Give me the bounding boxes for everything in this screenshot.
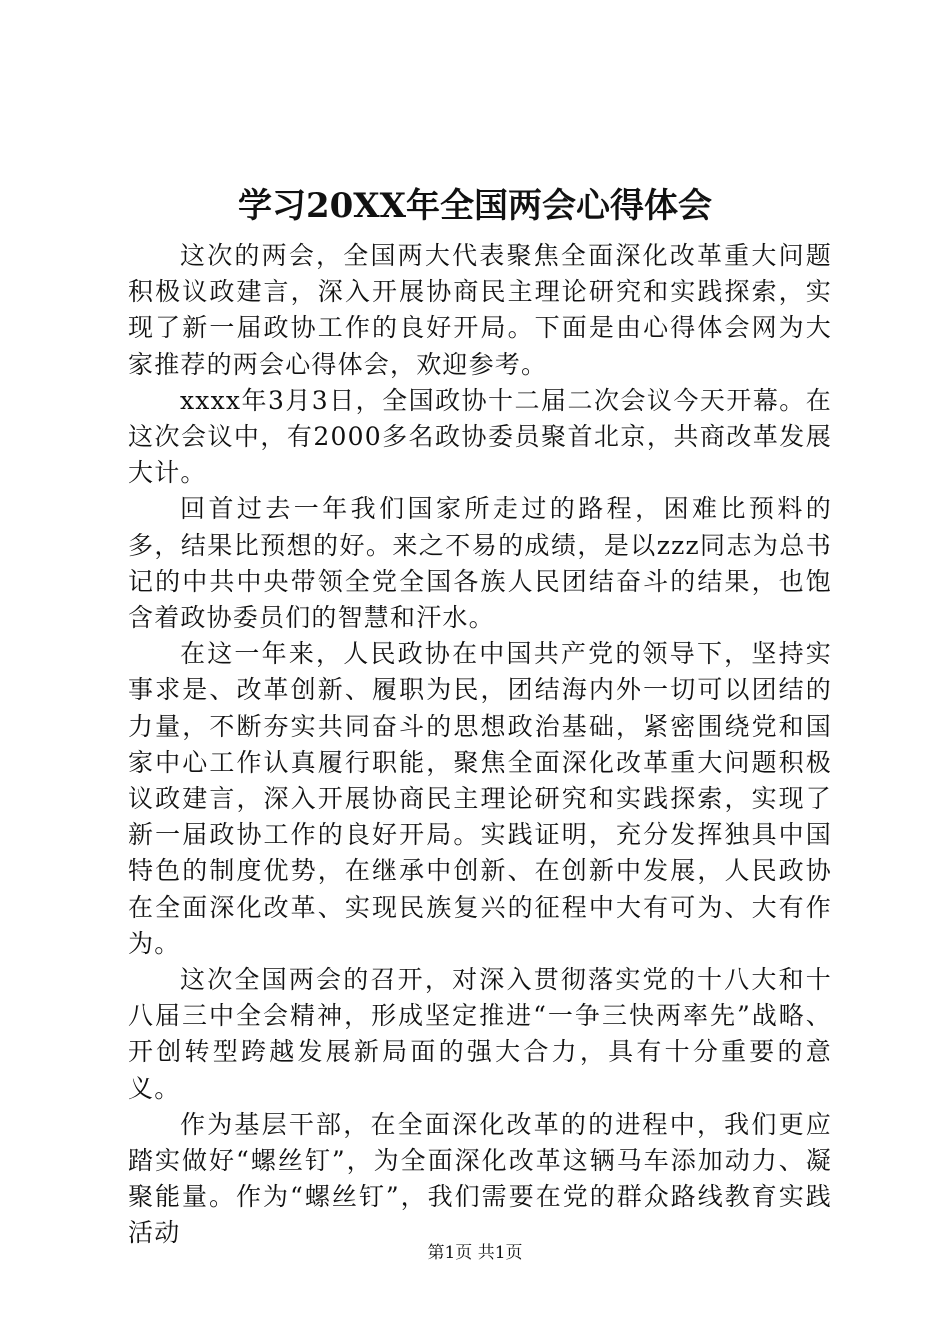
paragraph-3: 回首过去一年我们国家所走过的路程，困难比预料的多，结果比预想的好。来之不易的成绩，是以zzz同志为总书记的中共中央带领全党全国各族人民团结奋斗的结果，也饱含着政协委员们的智慧和汗水。	[128, 494, 832, 633]
paragraph-5: 这次全国两会的召开，对深入贯彻落实党的十八大和十八届三中全会精神，形成坚定推进“一争三快两率先”战略、开创转型跨越发展新局面的强大合力，具有十分重要的意义。	[128, 965, 832, 1103]
paragraph-6: 作为基层干部，在全面深化改革的的进程中，我们更应踏实做好“螺丝钉”，为全面深化改革这辆马车添加动力、凝聚能量。作为“螺丝钉”，我们需要在党的群众路线教育实践活动	[128, 1109, 832, 1248]
document-title: 学习20XX年全国两会心得体会	[237, 186, 713, 226]
paragraph-4: 在这一年来，人民政协在中国共产党的领导下，坚持实事求是、改革创新、履职为民，团结海内外一切可以团结的力量，不断夯实共同奋斗的思想政治基础，紧密围绕党和国家中心工作认真履行职能，聚焦全面深化改革重大问题积极议政建言，深入开展协商民主理论研究和实践探索，实现了新一届政协工作的良好开局。实践证明，充分发挥独具中国特色的制度优势，在继承中创新、在创新中发展，人民政协在全面深化改革、实现民族复兴的征程中大有可为、大有作为。	[128, 639, 832, 958]
page-footer: 第1页 共1页	[427, 1243, 523, 1263]
paragraph-2: xxxx年3月3日，全国政协十二届二次会议今天开幕。在这次会议中，有2000多名政协委员聚首北京，共商改革发展大计。	[128, 385, 832, 488]
paragraph-1: 这次的两会，全国两大代表聚焦全面深化改革重大问题积极议政建言，深入开展协商民主理论研究和实践探索，实现了新一届政协工作的良好开局。下面是由心得体会网为大家推荐的两会心得体会，欢迎参考。	[128, 241, 832, 379]
document-body	[128, 238, 832, 1252]
